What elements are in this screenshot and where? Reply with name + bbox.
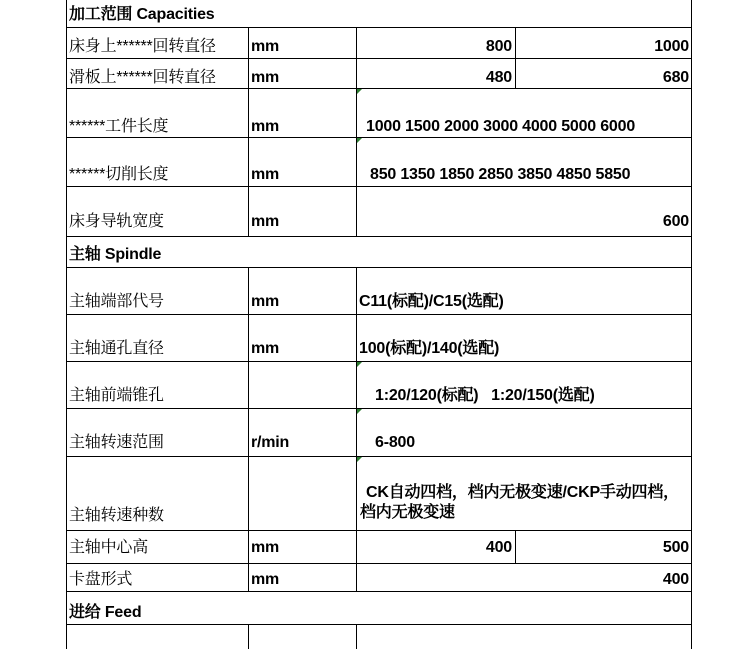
row-value-bed-swing-2: 1000	[654, 38, 689, 55]
row-value-chuck-type: 400	[662, 571, 689, 588]
row-label-bed-width: 床身导轨宽度	[69, 213, 164, 230]
row-value-spindle-taper: 1:20/120(标配) 1:20/150(选配)	[375, 387, 595, 404]
row-label-spindle-nose: 主轴端部代号	[69, 293, 164, 310]
note-marker-icon	[357, 362, 362, 367]
row-label-cut-length: ******切削长度	[69, 166, 169, 183]
row-label-work-length: ******工件长度	[69, 118, 169, 135]
section-header-capacities: 加工范围 Capacities	[69, 6, 215, 23]
grid-row-line	[66, 236, 692, 237]
row-unit-bed-width: mm	[251, 213, 280, 230]
grid-row-line	[66, 137, 692, 138]
section-header-feed: 进给 Feed	[69, 604, 142, 621]
note-marker-icon	[357, 138, 362, 143]
grid-row-line	[66, 58, 692, 59]
grid-row-line	[66, 314, 692, 315]
row-value-center-height-2: 500	[662, 539, 689, 556]
grid-row-line	[66, 186, 692, 187]
row-label-spindle-taper: 主轴前端锥孔	[69, 387, 164, 404]
grid-row-line	[66, 456, 692, 457]
row-value-spindle-bore: 100(标配)/140(选配)	[359, 340, 500, 357]
grid-row-line	[66, 591, 692, 592]
row-unit-slide-swing: mm	[251, 69, 280, 86]
row-value-slide-swing-1: 480	[485, 69, 512, 86]
grid-line-label-unit	[248, 624, 249, 649]
row-unit-center-height: mm	[251, 539, 280, 556]
note-marker-icon	[357, 89, 362, 94]
grid-row-line	[66, 530, 692, 531]
row-label-bed-swing: 床身上******回转直径	[69, 38, 216, 55]
row-value-spindle-nose: C11(标配)/C15(选配)	[359, 293, 504, 310]
grid-row-line	[66, 27, 692, 28]
row-label-speed-steps: 主轴转速种数	[69, 507, 164, 524]
row-label-speed-range: 主轴转速范围	[69, 434, 164, 451]
grid-line-value-split	[515, 530, 516, 563]
row-value-speed-steps: CK自动四档，档内无极变速/CKP手动四档，档内无极变速	[360, 484, 679, 521]
row-unit-spindle-nose: mm	[251, 293, 280, 310]
grid-line-unit-value	[356, 624, 357, 649]
row-unit-spindle-bore: mm	[251, 340, 280, 357]
grid-row-line	[66, 624, 692, 625]
section-header-spindle: 主轴 Spindle	[69, 246, 162, 263]
row-value-bed-swing-1: 800	[485, 38, 512, 55]
row-unit-speed-range: r/min	[251, 434, 290, 451]
row-unit-chuck-type: mm	[251, 571, 280, 588]
row-label-chuck-type: 卡盘形式	[69, 571, 133, 588]
row-value-speed-range: 6-800	[375, 434, 415, 451]
grid-line-left	[66, 0, 67, 649]
row-value-bed-width: 600	[662, 213, 689, 230]
note-marker-icon	[357, 457, 362, 462]
grid-row-line	[66, 267, 692, 268]
grid-row-line	[66, 408, 692, 409]
grid-line-unit-value	[356, 267, 357, 591]
row-label-center-height: 主轴中心高	[69, 539, 149, 556]
row-value-center-height-1: 400	[485, 539, 512, 556]
grid-row-line	[66, 361, 692, 362]
row-unit-work-length: mm	[251, 118, 280, 135]
row-value-cut-length: 850 1350 1850 2850 3850 4850 5850	[370, 166, 631, 183]
grid-line-right	[691, 0, 692, 649]
row-value-slide-swing-2: 680	[662, 69, 689, 86]
row-value-work-length: 1000 1500 2000 3000 4000 5000 6000	[366, 118, 636, 135]
note-marker-icon	[357, 409, 362, 414]
row-label-slide-swing: 滑板上******回转直径	[69, 69, 216, 86]
row-label-spindle-bore: 主轴通孔直径	[69, 340, 164, 357]
grid-row-line	[66, 563, 692, 564]
grid-line-label-unit	[248, 267, 249, 591]
grid-row-line	[66, 88, 692, 89]
row-unit-bed-swing: mm	[251, 38, 280, 55]
row-unit-cut-length: mm	[251, 166, 280, 183]
